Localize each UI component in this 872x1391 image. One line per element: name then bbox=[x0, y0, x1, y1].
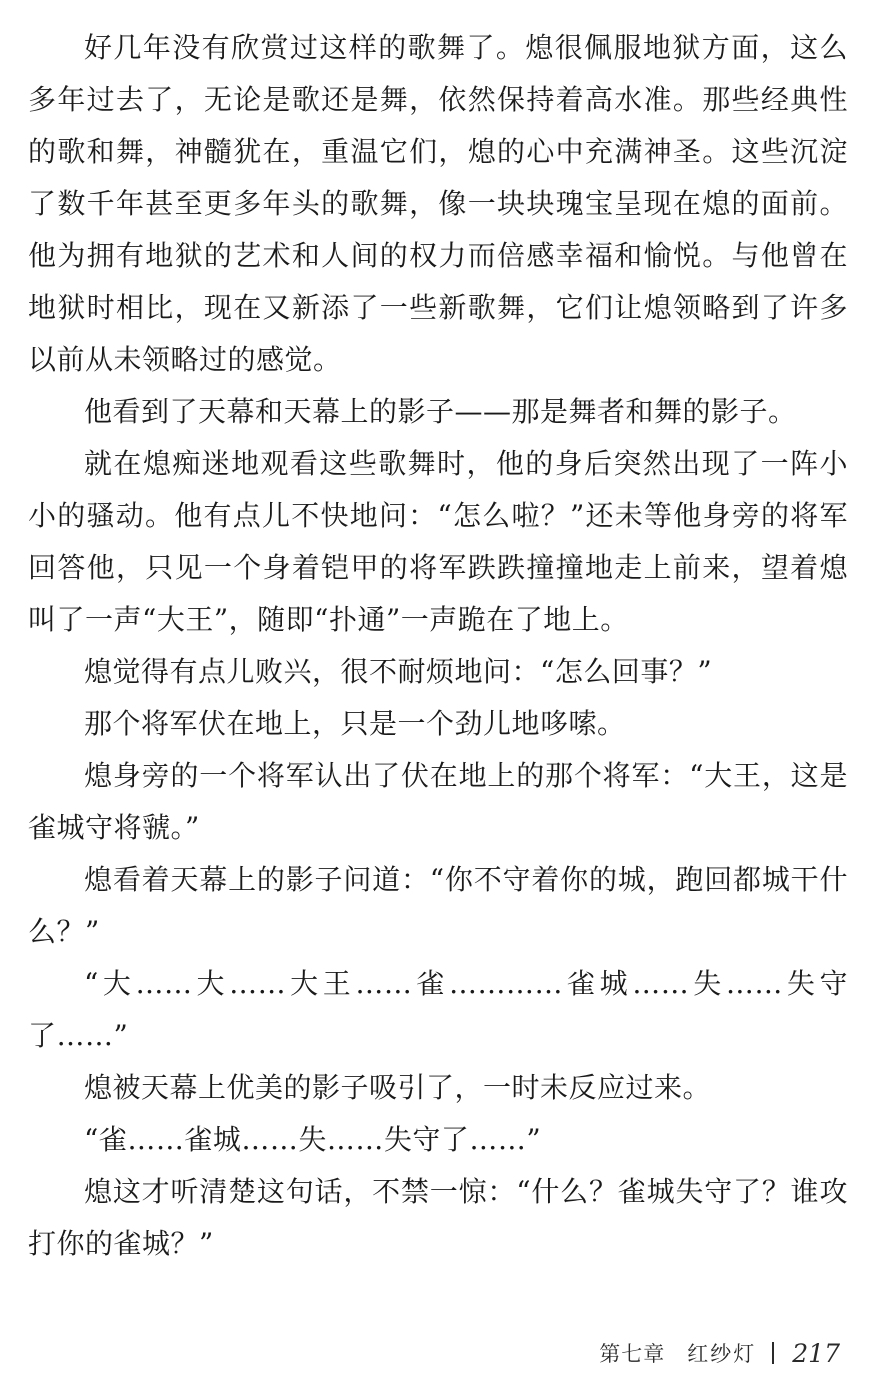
paragraph: 熄这才听清楚这句话，不禁一惊：“什么？雀城失守了？谁攻打你的雀城？” bbox=[28, 1175, 848, 1260]
paragraph: 熄看着天幕上的影子问道：“你不守着你的城，跑回都城干什么？” bbox=[28, 863, 848, 948]
paragraph: 那个将军伏在地上，只是一个劲儿地哆嗦。 bbox=[84, 707, 626, 740]
paragraph: “大……大……大王……雀…………雀城……失……失守了……” bbox=[28, 967, 848, 1052]
page-number: 217 bbox=[792, 1338, 840, 1368]
footer-divider bbox=[772, 1342, 774, 1364]
paragraph: 熄身旁的一个将军认出了伏在地上的那个将军：“大王，这是雀城守将虢。” bbox=[28, 759, 848, 844]
chapter-label: 第七章 bbox=[599, 1342, 666, 1366]
paragraph: 好几年没有欣赏过这样的歌舞了。熄很佩服地狱方面，这么多年过去了，无论是歌还是舞，依然保持着高水准。那些经典性的歌和舞，神髓犹在，重温它们，熄的心中充满神圣。这些沉淀了数千年甚至更多年头的歌舞，像一块块瑰宝呈现在熄的面前。他为拥有地狱的艺术和人间的权力而倍感幸福和愉悦。与他曾在地狱时相比，现在又新添了一些新歌舞，它们让熄领略到了许多以前从未领略过的感觉。 bbox=[28, 31, 848, 376]
paragraph: 他看到了天幕和天幕上的影子——那是舞者和舞的影子。 bbox=[84, 395, 797, 428]
paragraph: 熄被天幕上优美的影子吸引了，一时未反应过来。 bbox=[84, 1071, 712, 1104]
paragraph: “雀……雀城……失……失守了……” bbox=[84, 1123, 542, 1156]
paragraph: 就在熄痴迷地观看这些歌舞时，他的身后突然出现了一阵小小的骚动。他有点儿不快地问：“怎么啦？”还未等他身旁的将军回答他，只见一个身着铠甲的将军跌跌撞撞地走上前来，望着熄叫了一声“大王”，随即“扑通”一声跪在了地上。 bbox=[28, 447, 848, 636]
paragraph: 熄觉得有点儿败兴，很不耐烦地问：“怎么回事？” bbox=[84, 655, 713, 688]
page-footer bbox=[599, 1333, 840, 1373]
page-body bbox=[28, 22, 848, 1270]
chapter-title: 红纱灯 bbox=[687, 1342, 757, 1366]
